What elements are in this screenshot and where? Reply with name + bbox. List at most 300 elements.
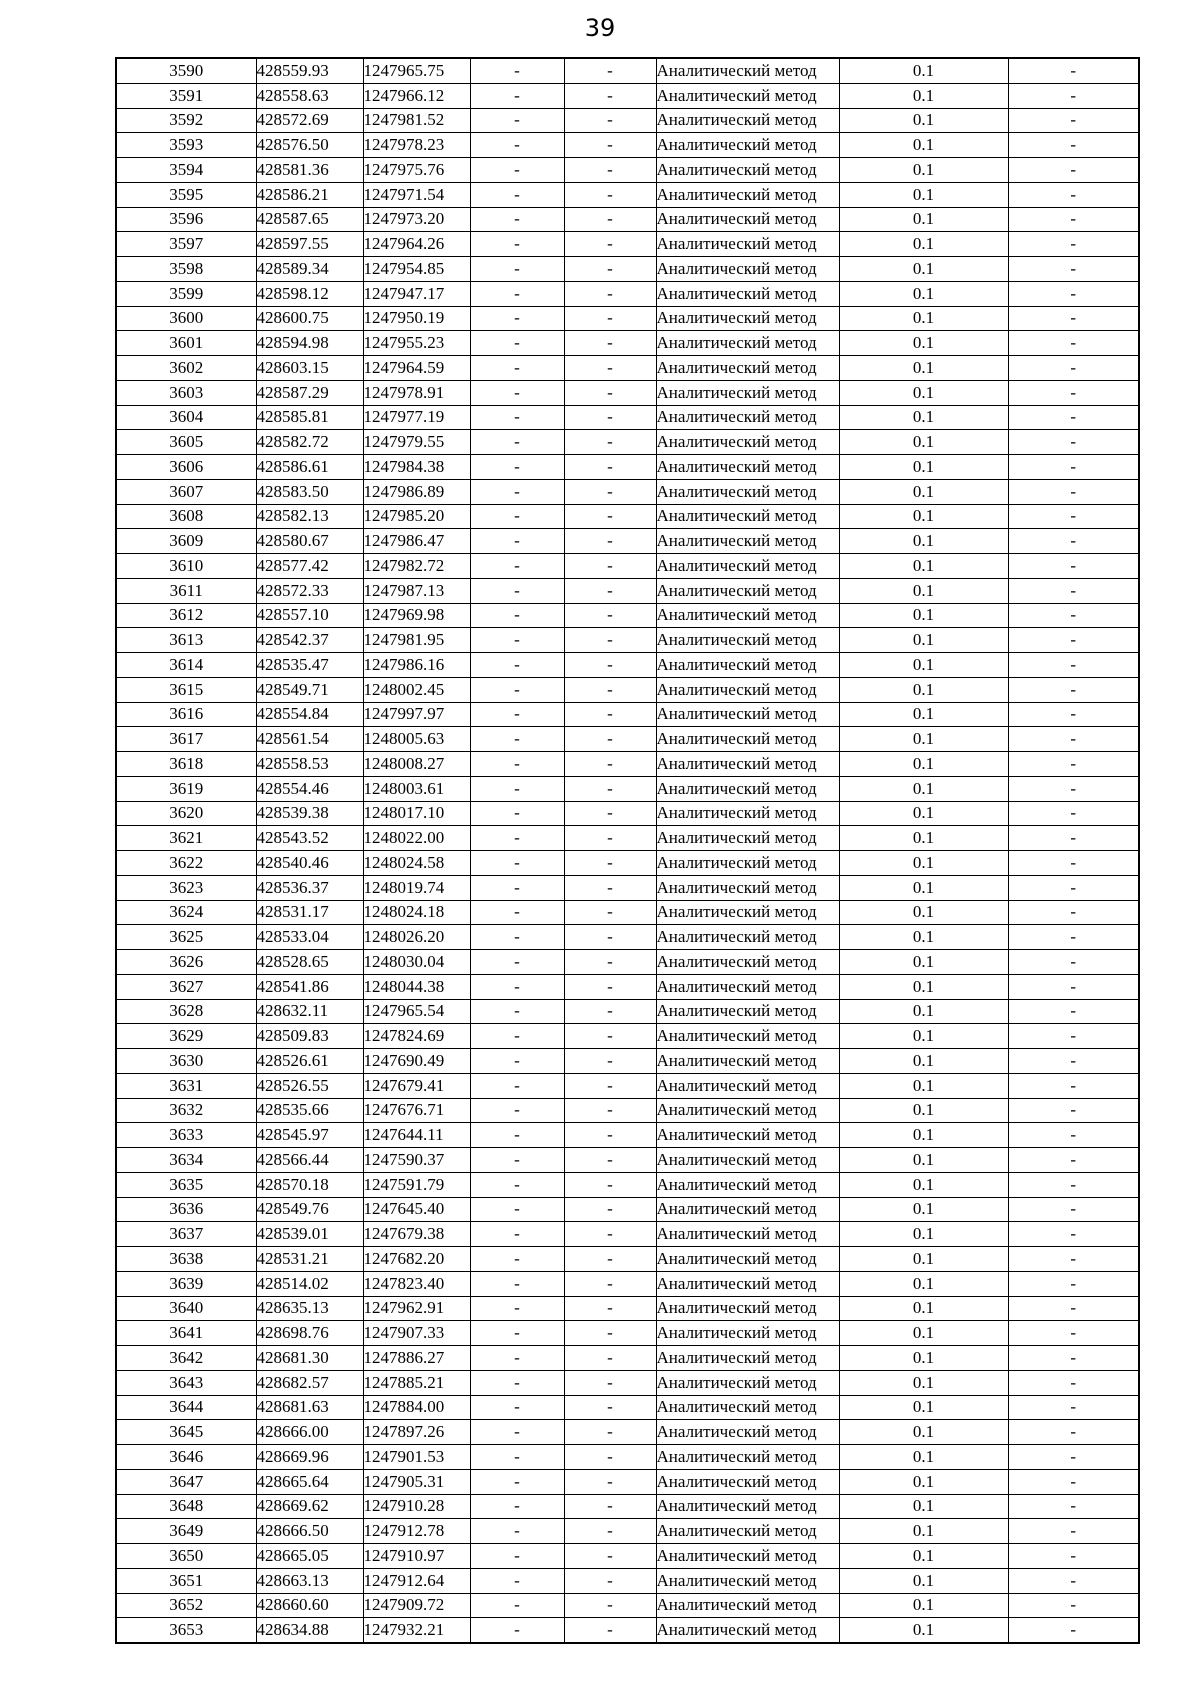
dash-cell: - <box>470 554 564 579</box>
table-row <box>116 1395 1139 1420</box>
dash-cell: - <box>470 875 564 900</box>
y-coordinate-cell: 1247964.26 <box>363 232 470 257</box>
x-coordinate-cell: 428587.65 <box>256 207 363 232</box>
method-cell: Аналитический метод <box>656 430 839 455</box>
dash-cell: - <box>470 158 564 183</box>
table-row <box>116 1172 1139 1197</box>
dash-cell: - <box>1008 133 1139 158</box>
table-row <box>116 1346 1139 1371</box>
accuracy-cell: 0.1 <box>839 1197 1008 1222</box>
dash-cell: - <box>564 281 656 306</box>
table-row <box>116 1098 1139 1123</box>
point-number-cell: 3608 <box>116 504 256 529</box>
accuracy-cell: 0.1 <box>839 306 1008 331</box>
point-number-cell: 3648 <box>116 1494 256 1519</box>
dash-cell: - <box>1008 1271 1139 1296</box>
x-coordinate-cell: 428586.61 <box>256 455 363 480</box>
point-number-cell: 3604 <box>116 405 256 430</box>
y-coordinate-cell: 1248024.58 <box>363 851 470 876</box>
dash-cell: - <box>564 1123 656 1148</box>
x-coordinate-cell: 428545.97 <box>256 1123 363 1148</box>
dash-cell: - <box>470 1544 564 1569</box>
x-coordinate-cell: 428539.01 <box>256 1222 363 1247</box>
x-coordinate-cell: 428580.67 <box>256 529 363 554</box>
x-coordinate-cell: 428698.76 <box>256 1321 363 1346</box>
table-row <box>116 628 1139 653</box>
accuracy-cell: 0.1 <box>839 851 1008 876</box>
point-number-cell: 3592 <box>116 108 256 133</box>
table-row <box>116 1469 1139 1494</box>
accuracy-cell: 0.1 <box>839 1296 1008 1321</box>
dash-cell: - <box>470 677 564 702</box>
point-number-cell: 3610 <box>116 554 256 579</box>
dash-cell: - <box>1008 1197 1139 1222</box>
dash-cell: - <box>564 108 656 133</box>
method-cell: Аналитический метод <box>656 479 839 504</box>
accuracy-cell: 0.1 <box>839 1494 1008 1519</box>
y-coordinate-cell: 1247969.98 <box>363 603 470 628</box>
point-number-cell: 3595 <box>116 182 256 207</box>
table-row <box>116 702 1139 727</box>
dash-cell: - <box>1008 1024 1139 1049</box>
x-coordinate-cell: 428582.72 <box>256 430 363 455</box>
dash-cell: - <box>1008 1519 1139 1544</box>
accuracy-cell: 0.1 <box>839 801 1008 826</box>
dash-cell: - <box>1008 1494 1139 1519</box>
accuracy-cell: 0.1 <box>839 182 1008 207</box>
dash-cell: - <box>564 578 656 603</box>
method-cell: Аналитический метод <box>656 950 839 975</box>
method-cell: Аналитический метод <box>656 108 839 133</box>
dash-cell: - <box>470 999 564 1024</box>
dash-cell: - <box>470 702 564 727</box>
dash-cell: - <box>470 1247 564 1272</box>
table-row <box>116 1123 1139 1148</box>
x-coordinate-cell: 428531.17 <box>256 900 363 925</box>
method-cell: Аналитический метод <box>656 677 839 702</box>
y-coordinate-cell: 1247973.20 <box>363 207 470 232</box>
table-row <box>116 826 1139 851</box>
accuracy-cell: 0.1 <box>839 158 1008 183</box>
dash-cell: - <box>564 380 656 405</box>
method-cell: Аналитический метод <box>656 1148 839 1173</box>
accuracy-cell: 0.1 <box>839 1148 1008 1173</box>
table-row <box>116 504 1139 529</box>
table-row <box>116 1544 1139 1569</box>
table-row <box>116 1593 1139 1618</box>
x-coordinate-cell: 428681.63 <box>256 1395 363 1420</box>
table-row <box>116 578 1139 603</box>
dash-cell: - <box>470 455 564 480</box>
accuracy-cell: 0.1 <box>839 702 1008 727</box>
coordinates-table <box>115 57 1140 1644</box>
dash-cell: - <box>564 1296 656 1321</box>
method-cell: Аналитический метод <box>656 1519 839 1544</box>
dash-cell: - <box>470 974 564 999</box>
dash-cell: - <box>470 1049 564 1074</box>
dash-cell: - <box>564 158 656 183</box>
method-cell: Аналитический метод <box>656 875 839 900</box>
x-coordinate-cell: 428666.50 <box>256 1519 363 1544</box>
method-cell: Аналитический метод <box>656 232 839 257</box>
point-number-cell: 3609 <box>116 529 256 554</box>
y-coordinate-cell: 1247982.72 <box>363 554 470 579</box>
dash-cell: - <box>470 257 564 282</box>
x-coordinate-cell: 428549.76 <box>256 1197 363 1222</box>
dash-cell: - <box>564 1370 656 1395</box>
y-coordinate-cell: 1247905.31 <box>363 1469 470 1494</box>
dash-cell: - <box>1008 331 1139 356</box>
accuracy-cell: 0.1 <box>839 1370 1008 1395</box>
table-row <box>116 306 1139 331</box>
point-number-cell: 3645 <box>116 1420 256 1445</box>
point-number-cell: 3649 <box>116 1519 256 1544</box>
point-number-cell: 3598 <box>116 257 256 282</box>
x-coordinate-cell: 428666.00 <box>256 1420 363 1445</box>
page-number: 39 <box>584 14 616 42</box>
dash-cell: - <box>470 826 564 851</box>
accuracy-cell: 0.1 <box>839 1445 1008 1470</box>
dash-cell: - <box>1008 1469 1139 1494</box>
dash-cell: - <box>564 1395 656 1420</box>
dash-cell: - <box>564 974 656 999</box>
accuracy-cell: 0.1 <box>839 1519 1008 1544</box>
x-coordinate-cell: 428635.13 <box>256 1296 363 1321</box>
x-coordinate-cell: 428535.47 <box>256 653 363 678</box>
dash-cell: - <box>1008 1346 1139 1371</box>
y-coordinate-cell: 1247910.97 <box>363 1544 470 1569</box>
point-number-cell: 3622 <box>116 851 256 876</box>
point-number-cell: 3603 <box>116 380 256 405</box>
dash-cell: - <box>1008 504 1139 529</box>
x-coordinate-cell: 428541.86 <box>256 974 363 999</box>
table-row <box>116 1568 1139 1593</box>
y-coordinate-cell: 1247955.23 <box>363 331 470 356</box>
dash-cell: - <box>470 529 564 554</box>
x-coordinate-cell: 428576.50 <box>256 133 363 158</box>
dash-cell: - <box>564 1494 656 1519</box>
dash-cell: - <box>470 1593 564 1618</box>
table-row <box>116 776 1139 801</box>
point-number-cell: 3607 <box>116 479 256 504</box>
table-row <box>116 1222 1139 1247</box>
method-cell: Аналитический метод <box>656 727 839 752</box>
y-coordinate-cell: 1247954.85 <box>363 257 470 282</box>
method-cell: Аналитический метод <box>656 1172 839 1197</box>
dash-cell: - <box>564 1222 656 1247</box>
dash-cell: - <box>470 207 564 232</box>
x-coordinate-cell: 428561.54 <box>256 727 363 752</box>
method-cell: Аналитический метод <box>656 83 839 108</box>
x-coordinate-cell: 428681.30 <box>256 1346 363 1371</box>
x-coordinate-cell: 428542.37 <box>256 628 363 653</box>
y-coordinate-cell: 1247907.33 <box>363 1321 470 1346</box>
method-cell: Аналитический метод <box>656 1222 839 1247</box>
accuracy-cell: 0.1 <box>839 1172 1008 1197</box>
accuracy-cell: 0.1 <box>839 207 1008 232</box>
point-number-cell: 3618 <box>116 752 256 777</box>
dash-cell: - <box>470 776 564 801</box>
x-coordinate-cell: 428665.64 <box>256 1469 363 1494</box>
accuracy-cell: 0.1 <box>839 1544 1008 1569</box>
dash-cell: - <box>1008 257 1139 282</box>
method-cell: Аналитический метод <box>656 628 839 653</box>
y-coordinate-cell: 1247884.00 <box>363 1395 470 1420</box>
accuracy-cell: 0.1 <box>839 1024 1008 1049</box>
x-coordinate-cell: 428586.21 <box>256 182 363 207</box>
dash-cell: - <box>564 1271 656 1296</box>
y-coordinate-cell: 1247965.75 <box>363 58 470 83</box>
table-row <box>116 1197 1139 1222</box>
y-coordinate-cell: 1247950.19 <box>363 306 470 331</box>
dash-cell: - <box>564 677 656 702</box>
point-number-cell: 3590 <box>116 58 256 83</box>
dash-cell: - <box>1008 281 1139 306</box>
x-coordinate-cell: 428572.33 <box>256 578 363 603</box>
dash-cell: - <box>564 727 656 752</box>
dash-cell: - <box>1008 1172 1139 1197</box>
point-number-cell: 3611 <box>116 578 256 603</box>
table-row <box>116 727 1139 752</box>
x-coordinate-cell: 428582.13 <box>256 504 363 529</box>
table-row <box>116 752 1139 777</box>
method-cell: Аналитический метод <box>656 999 839 1024</box>
dash-cell: - <box>470 1445 564 1470</box>
y-coordinate-cell: 1248030.04 <box>363 950 470 975</box>
table-row <box>116 999 1139 1024</box>
dash-cell: - <box>1008 356 1139 381</box>
x-coordinate-cell: 428539.38 <box>256 801 363 826</box>
x-coordinate-cell: 428669.62 <box>256 1494 363 1519</box>
dash-cell: - <box>564 356 656 381</box>
method-cell: Аналитический метод <box>656 1247 839 1272</box>
dash-cell: - <box>1008 950 1139 975</box>
y-coordinate-cell: 1247690.49 <box>363 1049 470 1074</box>
dash-cell: - <box>564 1618 656 1643</box>
x-coordinate-cell: 428531.21 <box>256 1247 363 1272</box>
accuracy-cell: 0.1 <box>839 232 1008 257</box>
y-coordinate-cell: 1247962.91 <box>363 1296 470 1321</box>
table-row <box>116 479 1139 504</box>
method-cell: Аналитический метод <box>656 1296 839 1321</box>
point-number-cell: 3621 <box>116 826 256 851</box>
accuracy-cell: 0.1 <box>839 1123 1008 1148</box>
table-row <box>116 455 1139 480</box>
dash-cell: - <box>564 133 656 158</box>
dash-cell: - <box>564 851 656 876</box>
dash-cell: - <box>470 108 564 133</box>
method-cell: Аналитический метод <box>656 1544 839 1569</box>
dash-cell: - <box>1008 1370 1139 1395</box>
point-number-cell: 3634 <box>116 1148 256 1173</box>
x-coordinate-cell: 428663.13 <box>256 1568 363 1593</box>
dash-cell: - <box>564 504 656 529</box>
dash-cell: - <box>1008 875 1139 900</box>
dash-cell: - <box>470 1494 564 1519</box>
dash-cell: - <box>1008 578 1139 603</box>
dash-cell: - <box>564 950 656 975</box>
method-cell: Аналитический метод <box>656 900 839 925</box>
point-number-cell: 3629 <box>116 1024 256 1049</box>
x-coordinate-cell: 428554.84 <box>256 702 363 727</box>
dash-cell: - <box>1008 1420 1139 1445</box>
dash-cell: - <box>1008 1123 1139 1148</box>
table-row <box>116 603 1139 628</box>
dash-cell: - <box>564 1197 656 1222</box>
table-row <box>116 1024 1139 1049</box>
table-row <box>116 58 1139 83</box>
accuracy-cell: 0.1 <box>839 1049 1008 1074</box>
x-coordinate-cell: 428533.04 <box>256 925 363 950</box>
dash-cell: - <box>1008 727 1139 752</box>
method-cell: Аналитический метод <box>656 405 839 430</box>
table-row <box>116 801 1139 826</box>
method-cell: Аналитический метод <box>656 1197 839 1222</box>
dash-cell: - <box>1008 430 1139 455</box>
dash-cell: - <box>564 628 656 653</box>
table-row <box>116 1271 1139 1296</box>
dash-cell: - <box>564 1024 656 1049</box>
method-cell: Аналитический метод <box>656 702 839 727</box>
dash-cell: - <box>564 1445 656 1470</box>
y-coordinate-cell: 1247981.52 <box>363 108 470 133</box>
method-cell: Аналитический метод <box>656 356 839 381</box>
dash-cell: - <box>564 1346 656 1371</box>
dash-cell: - <box>1008 1296 1139 1321</box>
dash-cell: - <box>470 281 564 306</box>
accuracy-cell: 0.1 <box>839 455 1008 480</box>
dash-cell: - <box>564 1098 656 1123</box>
y-coordinate-cell: 1247986.47 <box>363 529 470 554</box>
table-row <box>116 1073 1139 1098</box>
point-number-cell: 3642 <box>116 1346 256 1371</box>
accuracy-cell: 0.1 <box>839 1321 1008 1346</box>
y-coordinate-cell: 1247645.40 <box>363 1197 470 1222</box>
accuracy-cell: 0.1 <box>839 1618 1008 1643</box>
dash-cell: - <box>564 603 656 628</box>
y-coordinate-cell: 1247910.28 <box>363 1494 470 1519</box>
accuracy-cell: 0.1 <box>839 653 1008 678</box>
point-number-cell: 3652 <box>116 1593 256 1618</box>
x-coordinate-cell: 428603.15 <box>256 356 363 381</box>
x-coordinate-cell: 428589.34 <box>256 257 363 282</box>
x-coordinate-cell: 428526.61 <box>256 1049 363 1074</box>
accuracy-cell: 0.1 <box>839 356 1008 381</box>
y-coordinate-cell: 1248044.38 <box>363 974 470 999</box>
method-cell: Аналитический метод <box>656 554 839 579</box>
accuracy-cell: 0.1 <box>839 950 1008 975</box>
method-cell: Аналитический метод <box>656 1321 839 1346</box>
table-row <box>116 380 1139 405</box>
dash-cell: - <box>470 1618 564 1643</box>
method-cell: Аналитический метод <box>656 1494 839 1519</box>
accuracy-cell: 0.1 <box>839 331 1008 356</box>
accuracy-cell: 0.1 <box>839 1098 1008 1123</box>
y-coordinate-cell: 1247986.16 <box>363 653 470 678</box>
dash-cell: - <box>564 1568 656 1593</box>
method-cell: Аналитический метод <box>656 925 839 950</box>
dash-cell: - <box>564 776 656 801</box>
method-cell: Аналитический метод <box>656 504 839 529</box>
point-number-cell: 3639 <box>116 1271 256 1296</box>
dash-cell: - <box>564 405 656 430</box>
dash-cell: - <box>1008 1247 1139 1272</box>
dash-cell: - <box>564 182 656 207</box>
point-number-cell: 3594 <box>116 158 256 183</box>
dash-cell: - <box>564 207 656 232</box>
point-number-cell: 3599 <box>116 281 256 306</box>
y-coordinate-cell: 1247886.27 <box>363 1346 470 1371</box>
dash-cell: - <box>564 306 656 331</box>
dash-cell: - <box>1008 158 1139 183</box>
table-row <box>116 1618 1139 1643</box>
method-cell: Аналитический метод <box>656 306 839 331</box>
table-row <box>116 1519 1139 1544</box>
method-cell: Аналитический метод <box>656 653 839 678</box>
dash-cell: - <box>564 232 656 257</box>
dash-cell: - <box>470 133 564 158</box>
method-cell: Аналитический метод <box>656 1346 839 1371</box>
accuracy-cell: 0.1 <box>839 554 1008 579</box>
table-row <box>116 182 1139 207</box>
table-row <box>116 950 1139 975</box>
dash-cell: - <box>564 479 656 504</box>
method-cell: Аналитический метод <box>656 974 839 999</box>
x-coordinate-cell: 428526.55 <box>256 1073 363 1098</box>
point-number-cell: 3646 <box>116 1445 256 1470</box>
method-cell: Аналитический метод <box>656 1123 839 1148</box>
point-number-cell: 3641 <box>116 1321 256 1346</box>
y-coordinate-cell: 1247824.69 <box>363 1024 470 1049</box>
y-coordinate-cell: 1247885.21 <box>363 1370 470 1395</box>
y-coordinate-cell: 1247978.91 <box>363 380 470 405</box>
accuracy-cell: 0.1 <box>839 677 1008 702</box>
dash-cell: - <box>1008 108 1139 133</box>
table-row <box>116 133 1139 158</box>
table-row <box>116 875 1139 900</box>
y-coordinate-cell: 1247682.20 <box>363 1247 470 1272</box>
point-number-cell: 3636 <box>116 1197 256 1222</box>
point-number-cell: 3624 <box>116 900 256 925</box>
method-cell: Аналитический метод <box>656 1593 839 1618</box>
x-coordinate-cell: 428540.46 <box>256 851 363 876</box>
accuracy-cell: 0.1 <box>839 1593 1008 1618</box>
dash-cell: - <box>564 1321 656 1346</box>
dash-cell: - <box>1008 603 1139 628</box>
dash-cell: - <box>470 1222 564 1247</box>
dash-cell: - <box>564 1073 656 1098</box>
dash-cell: - <box>564 925 656 950</box>
dash-cell: - <box>1008 851 1139 876</box>
y-coordinate-cell: 1247676.71 <box>363 1098 470 1123</box>
dash-cell: - <box>1008 974 1139 999</box>
dash-cell: - <box>470 1172 564 1197</box>
y-coordinate-cell: 1247932.21 <box>363 1618 470 1643</box>
dash-cell: - <box>564 1593 656 1618</box>
x-coordinate-cell: 428632.11 <box>256 999 363 1024</box>
table-row <box>116 331 1139 356</box>
y-coordinate-cell: 1247909.72 <box>363 1593 470 1618</box>
accuracy-cell: 0.1 <box>839 628 1008 653</box>
method-cell: Аналитический метод <box>656 1049 839 1074</box>
method-cell: Аналитический метод <box>656 1445 839 1470</box>
x-coordinate-cell: 428594.98 <box>256 331 363 356</box>
dash-cell: - <box>564 257 656 282</box>
x-coordinate-cell: 428528.65 <box>256 950 363 975</box>
dash-cell: - <box>564 1247 656 1272</box>
point-number-cell: 3593 <box>116 133 256 158</box>
dash-cell: - <box>564 752 656 777</box>
